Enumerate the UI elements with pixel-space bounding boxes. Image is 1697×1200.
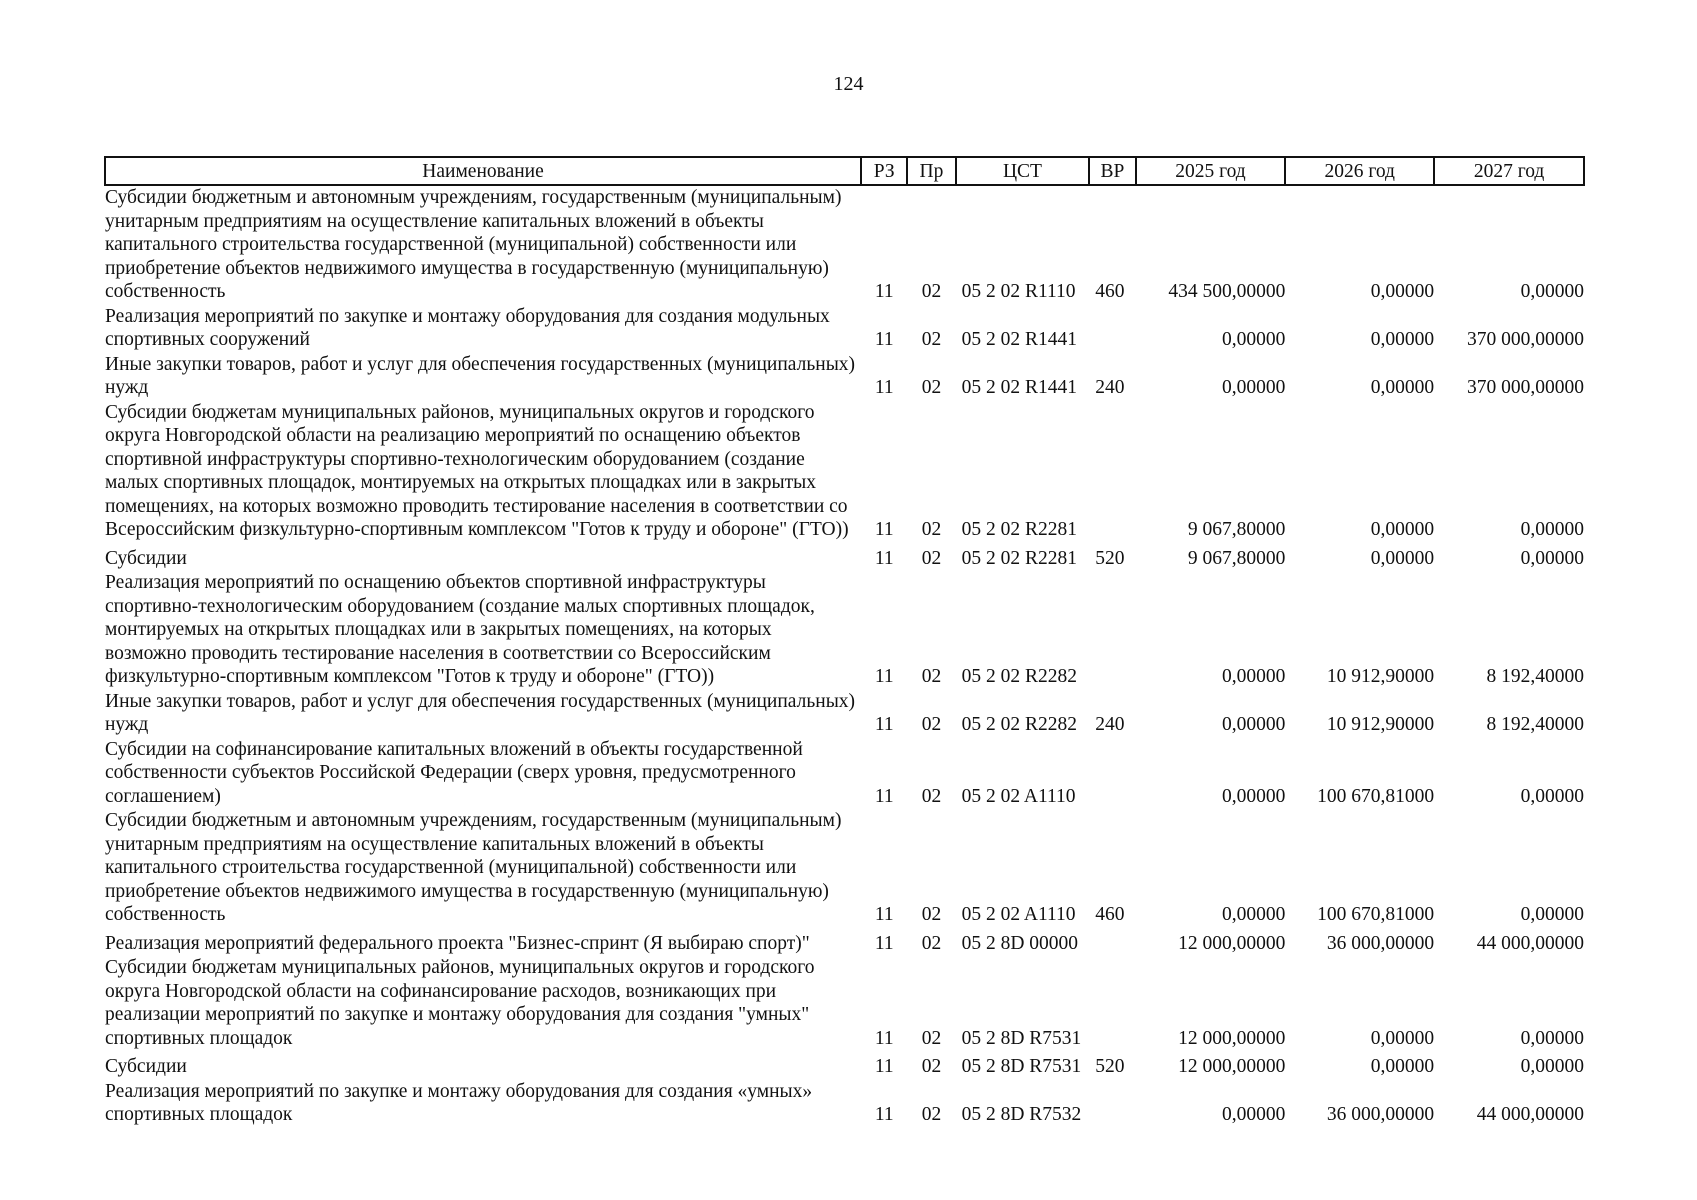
row-name: Субсидии бюджетным и автономным учреждениям, государственным (муниципальным) унитарным предприятиям на осуществление капитальных вложений в объекты капитального строительства государственной (муниципальной) собственности или приобретение объектов недвижимого имущества в государственную (муниципальную) собственность — [105, 810, 842, 925]
row-name: Субсидии бюджетам муниципальных районов, муниципальных округов и городского округа Новгородской области на софинансирование расходов, возникающих при реализации мероприятий по закупке и монтажу оборудования для создания "умных" спортивных площадок — [105, 957, 815, 1049]
row-2026: 0,00000 — [1370, 1056, 1435, 1077]
row-pr: 02 — [921, 785, 942, 807]
table-row — [105, 956, 1584, 1051]
row-cst: 05 2 02 R2282 — [961, 714, 1077, 735]
row-pr: 02 — [921, 666, 942, 687]
row-2027: 44 000,00000 — [1476, 932, 1584, 954]
row-2025: 0,00000 — [1221, 714, 1286, 735]
row-name: Субсидии — [105, 1056, 187, 1077]
table-row — [105, 1080, 1584, 1128]
row-pr: 02 — [921, 1056, 942, 1077]
row-2026: 36 000,00000 — [1326, 1104, 1435, 1125]
row-name: Субсидии бюджетам муниципальных районов, муниципальных округов и городского округа Новгородской области на реализацию мероприятий по оснащению объектов спортивной инфраструктуры спортивно-технологическим оборудованием (создание малых спортивных площадок, монтируемых на открытых площадках или в закрытых помещениях, на которых возможно проводить тестирование населения в соответствии со Всероссийским физкультурно-спортивным комплексом "Готов к труду и обороне" (ГТО)) — [105, 401, 849, 540]
row-2025: 12 000,00000 — [1178, 1027, 1286, 1049]
row-cst: 05 2 02 R2281 — [961, 547, 1077, 569]
row-2026: 0,00000 — [1370, 547, 1435, 569]
row-2027: 0,00000 — [1520, 547, 1584, 569]
row-name: Реализация мероприятий федерального проекта "Бизнес-спринт (Я выбираю спорт)" — [105, 932, 810, 954]
table-body — [105, 185, 1584, 1128]
row-rz: 11 — [874, 904, 894, 925]
row-2025: 12 000,00000 — [1178, 1056, 1286, 1077]
row-rz: 11 — [874, 1056, 894, 1077]
row-2026: 0,00000 — [1370, 377, 1435, 398]
row-pr: 02 — [921, 281, 942, 302]
row-cst: 05 2 02 A1110 — [961, 785, 1076, 807]
row-pr: 02 — [921, 377, 942, 398]
row-pr: 02 — [921, 1027, 942, 1049]
budget-table — [104, 156, 1585, 1128]
row-name: Реализация мероприятий по закупке и монтажу оборудования для создания «умных» спортивных площадок — [105, 1080, 813, 1125]
row-cst: 05 2 02 R2282 — [961, 666, 1077, 687]
row-2026: 36 000,00000 — [1326, 932, 1435, 954]
header-pr: Пр — [907, 157, 955, 185]
row-rz: 11 — [874, 666, 894, 687]
row-pr: 02 — [921, 932, 942, 954]
row-2025: 434 500,00000 — [1168, 281, 1286, 302]
table-row — [105, 353, 1584, 401]
row-vr: 520 — [1095, 547, 1125, 569]
row-rz: 11 — [874, 785, 894, 807]
row-vr: 460 — [1095, 281, 1125, 302]
table-row — [105, 543, 1584, 572]
row-vr — [1089, 401, 1135, 543]
row-vr: 240 — [1095, 714, 1125, 735]
row-2026: 10 912,90000 — [1326, 666, 1435, 687]
row-vr: 460 — [1095, 904, 1125, 925]
table-header — [105, 157, 1584, 185]
page-number: 124 — [833, 73, 864, 95]
row-2025: 0,00000 — [1221, 377, 1286, 398]
row-2027: 0,00000 — [1520, 785, 1584, 807]
row-name: Субсидии на софинансирование капитальных вложений в объекты государственной собственности субъектов Российской Федерации (сверх уровня, предусмотренного соглашением) — [105, 738, 803, 807]
row-name: Иные закупки товаров, работ и услуг для обеспечения государственных (муниципальных) нужд — [105, 690, 856, 735]
row-name: Иные закупки товаров, работ и услуг для обеспечения государственных (муниципальных) нужд — [105, 353, 856, 398]
row-rz: 11 — [874, 714, 894, 735]
row-cst: 05 2 02 A1110 — [961, 904, 1076, 925]
row-2027: 0,00000 — [1520, 281, 1584, 302]
table-row — [105, 738, 1584, 810]
row-2025: 0,00000 — [1221, 329, 1286, 350]
row-pr: 02 — [921, 1104, 942, 1125]
row-cst: 05 2 02 R1441 — [961, 377, 1077, 398]
row-pr: 02 — [921, 547, 942, 569]
row-rz: 11 — [874, 519, 894, 540]
row-cst: 05 2 02 R2281 — [961, 519, 1077, 540]
table-row — [105, 305, 1584, 353]
header-rz: РЗ — [861, 157, 907, 185]
header-2025: 2025 год — [1136, 157, 1286, 185]
header-2026: 2026 год — [1285, 157, 1434, 185]
row-name: Субсидии бюджетным и автономным учреждениям, государственным (муниципальным) унитарным предприятиям на осуществление капитальных вложений в объекты капитального строительства государственной (муниципальной) собственности или приобретение объектов недвижимого имущества в государственную (муниципальную) собственность — [105, 187, 842, 302]
row-2027: 370 000,00000 — [1467, 377, 1584, 398]
row-rz: 11 — [874, 281, 894, 302]
row-2025: 0,00000 — [1221, 785, 1286, 807]
row-name: Реализация мероприятий по закупке и монтажу оборудования для создания модульных спортивных сооружений — [105, 305, 830, 350]
row-cst: 05 2 8D R7532 — [961, 1104, 1082, 1125]
row-cst: 05 2 8D 00000 — [961, 932, 1079, 954]
row-pr: 02 — [921, 714, 942, 735]
header-vr: ВР — [1089, 157, 1135, 185]
row-2027: 370 000,00000 — [1467, 329, 1584, 350]
row-rz: 11 — [874, 932, 894, 954]
header-name: Наименование — [105, 157, 861, 185]
row-pr: 02 — [921, 519, 942, 540]
table-row — [105, 809, 1584, 928]
row-2027: 8 192,40000 — [1486, 666, 1584, 687]
row-2026: 100 670,81000 — [1317, 904, 1435, 925]
table-row — [105, 185, 1584, 305]
row-vr — [1089, 928, 1135, 957]
row-2025: 12 000,00000 — [1178, 932, 1286, 954]
header-cst: ЦСТ — [956, 157, 1090, 185]
row-cst: 05 2 8D R7531 — [961, 1056, 1082, 1077]
row-name: Субсидии — [105, 547, 187, 569]
row-vr — [1089, 1080, 1135, 1128]
row-2026: 100 670,81000 — [1317, 785, 1435, 807]
row-vr: 520 — [1095, 1056, 1125, 1077]
row-2026: 0,00000 — [1370, 281, 1435, 302]
row-rz: 11 — [874, 547, 894, 569]
table-row — [105, 571, 1584, 690]
row-2027: 8 192,40000 — [1486, 714, 1584, 735]
header-2027: 2027 год — [1434, 157, 1584, 185]
row-2027: 0,00000 — [1520, 904, 1584, 925]
row-vr: 240 — [1095, 377, 1125, 398]
row-rz: 11 — [874, 1104, 894, 1125]
row-pr: 02 — [921, 329, 942, 350]
row-pr: 02 — [921, 904, 942, 925]
row-2027: 0,00000 — [1520, 519, 1584, 540]
row-2027: 0,00000 — [1520, 1027, 1584, 1049]
table-row — [105, 401, 1584, 543]
row-2026: 10 912,90000 — [1326, 714, 1435, 735]
row-vr — [1089, 305, 1135, 353]
row-2026: 0,00000 — [1370, 519, 1435, 540]
row-vr — [1089, 738, 1135, 810]
row-2025: 0,00000 — [1221, 904, 1286, 925]
row-2025: 9 067,80000 — [1187, 547, 1286, 569]
row-vr — [1089, 571, 1135, 690]
row-vr — [1089, 956, 1135, 1051]
row-rz: 11 — [874, 377, 894, 398]
row-2026: 0,00000 — [1370, 329, 1435, 350]
row-2026: 0,00000 — [1370, 1027, 1435, 1049]
table-row — [105, 1051, 1584, 1080]
row-cst: 05 2 02 R1110 — [961, 281, 1076, 302]
row-2025: 0,00000 — [1221, 1104, 1286, 1125]
row-rz: 11 — [874, 329, 894, 350]
row-cst: 05 2 8D R7531 — [961, 1027, 1082, 1049]
row-2027: 0,00000 — [1520, 1056, 1584, 1077]
table-row — [105, 690, 1584, 738]
row-cst: 05 2 02 R1441 — [961, 329, 1077, 350]
row-rz: 11 — [874, 1027, 894, 1049]
row-2025: 9 067,80000 — [1187, 519, 1286, 540]
row-2027: 44 000,00000 — [1476, 1104, 1584, 1125]
row-2025: 0,00000 — [1221, 666, 1286, 687]
table-row — [105, 928, 1584, 957]
row-name: Реализация мероприятий по оснащению объектов спортивной инфраструктуры спортивно-технологическим оборудованием (создание малых спортивных площадок, монтируемых на открытых площадках или в закрытых помещениях, на которых возможно проводить тестирование населения в соответствии со Всероссийским физкультурно-спортивным комплексом "Готов к труду и обороне" (ГТО)) — [105, 572, 815, 687]
